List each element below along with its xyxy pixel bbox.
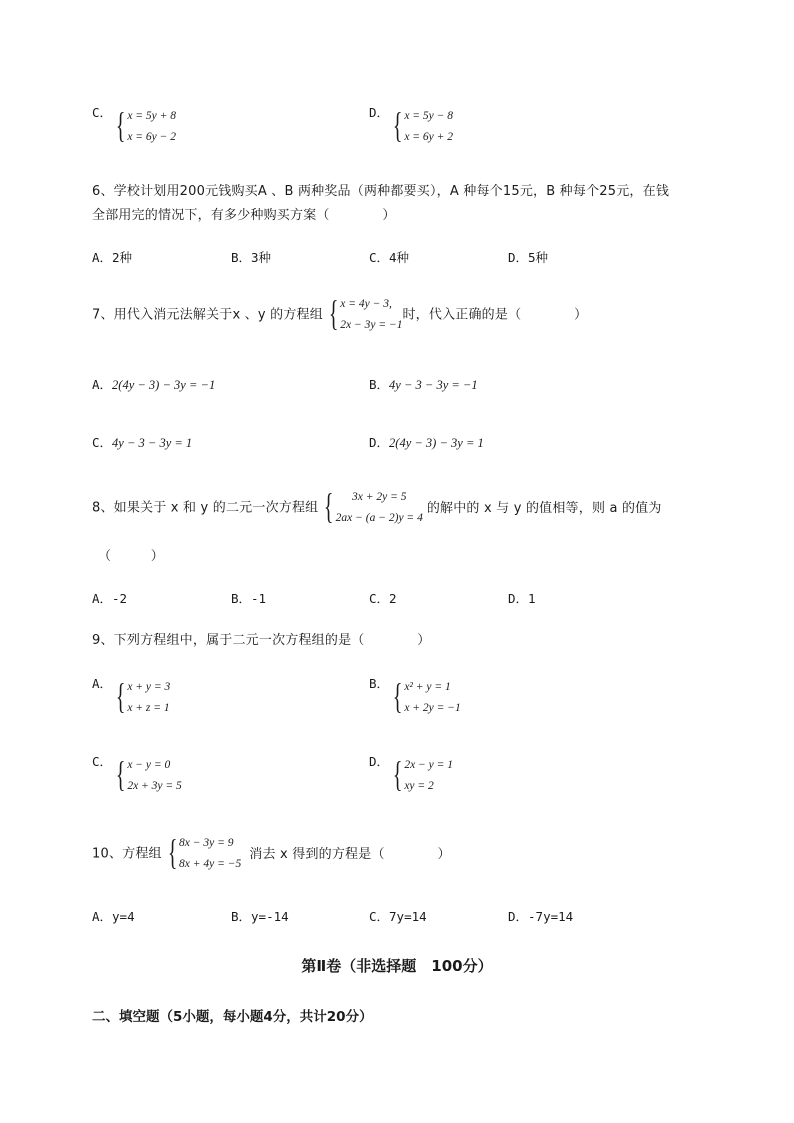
option-label: A． [92, 377, 113, 392]
brace: { [115, 754, 126, 794]
equation-system [112, 677, 170, 719]
option-label: D． [369, 104, 390, 120]
equation-line: x − y = 0 [127, 759, 171, 771]
equation-line: x² + y = 1 [404, 681, 451, 693]
q6-option-c: C．4种 [369, 250, 410, 265]
q6-stem-line2: 全部用完的情况下，有多少种购买方案（ ） [92, 208, 396, 223]
equation-system [320, 487, 422, 529]
q5-option-c [92, 106, 176, 148]
option-label: B． [369, 377, 390, 392]
equation-system [389, 677, 461, 719]
equation-system [389, 106, 453, 148]
q9-option-c [92, 755, 182, 797]
q10-option-d: D．-7y=14 [508, 909, 574, 924]
q8-option-c: C．2 [369, 591, 397, 606]
q10-option-c: C．7y=14 [369, 909, 427, 924]
equation-system [112, 755, 182, 797]
q8-option-b: B．-1 [231, 591, 267, 606]
q7-option-b [369, 375, 478, 393]
q7-option-a [92, 375, 215, 393]
option-label: B． [369, 675, 390, 691]
q9-option-b [369, 677, 461, 719]
brace: { [115, 105, 126, 145]
q9-stem: 9、下列方程组中，属于二元一次方程组的是（ ） [92, 633, 431, 648]
equation-line: 2ax − (a − 2)y = 4 [335, 512, 423, 524]
equation-line: 2x − 3y = −1 [340, 319, 403, 331]
q7-prefix: 7、用代入消元法解关于x 、y 的方程组 [92, 307, 323, 323]
q5-option-d [369, 106, 453, 148]
q9-option-a [92, 677, 170, 719]
equation-line: 2x − y = 1 [404, 759, 454, 771]
brace: { [392, 676, 403, 716]
brace: { [392, 105, 403, 145]
q8-stem [92, 487, 662, 529]
q8-option-d: D．1 [508, 591, 536, 606]
brace: { [392, 754, 403, 794]
section2-title: 二、填空题（5小题，每小题4分，共计20分） [92, 1009, 373, 1025]
q10-option-b: B．y=-14 [231, 909, 289, 924]
option-expression: 4y − 3 − 3y = −1 [389, 378, 478, 392]
equation-line: x = 6y + 2 [404, 131, 454, 143]
equation-line: x + y = 3 [127, 681, 171, 693]
equation-line: x + z = 1 [127, 702, 170, 714]
option-expression: 4y − 3 − 3y = 1 [112, 436, 193, 450]
q10-suffix: 消去 x 得到的方程是（ ） [249, 846, 451, 862]
q10-stem [92, 833, 451, 875]
part2-title: 第Ⅱ卷（非选择题 100分） [301, 957, 493, 975]
q6-option-a: A．2种 [92, 250, 133, 265]
q8-option-a: A．-2 [92, 591, 128, 606]
q7-stem [92, 294, 587, 336]
equation-line: xy = 2 [404, 780, 434, 792]
equation-line: 2x + 3y = 5 [127, 780, 182, 792]
option-expression: 2(4y − 3) − 3y = 1 [389, 436, 484, 450]
equation-system [112, 106, 176, 148]
option-label: D． [369, 435, 390, 450]
q8-prefix: 8、如果关于 x 和 y 的二元一次方程组 [92, 500, 319, 516]
q6-option-d: D．5种 [508, 250, 549, 265]
equation-line: 8x − 3y = 9 [179, 837, 234, 849]
q9-option-d [369, 755, 453, 797]
q8-suffix: 的解中的 x 与 y 的值相等，则 a 的值为 [426, 500, 662, 516]
equation-line: x = 5y + 8 [127, 110, 177, 122]
brace: { [167, 832, 178, 872]
equation-system [164, 833, 242, 875]
brace: { [115, 676, 126, 716]
q7-option-d [369, 433, 484, 451]
option-label: C． [92, 104, 113, 120]
equation-line: x + 2y = −1 [404, 702, 461, 714]
q8-answer-paren: （ ） [98, 549, 165, 564]
equation-line: 8x + 4y = −5 [179, 858, 242, 870]
q10-option-a: A．y=4 [92, 909, 135, 924]
equation-line: x = 4y − 3, [340, 298, 392, 310]
q6-option-b: B．3种 [231, 250, 272, 265]
equation-line: x = 5y − 8 [404, 110, 454, 122]
equation-line: x = 6y − 2 [127, 131, 177, 143]
equation-line: 3x + 2y = 5 [352, 491, 407, 503]
q10-prefix: 10、方程组 [92, 846, 162, 862]
option-label: C． [92, 753, 113, 769]
q7-option-c [92, 433, 192, 451]
equation-system [389, 755, 453, 797]
brace: { [324, 486, 334, 526]
option-expression: 2(4y − 3) − 3y = −1 [112, 378, 216, 392]
brace: { [328, 293, 339, 333]
q6-stem-line1: 6、学校计划用200元钱购买A 、B 两种奖品（两种都要买），A 种每个15元，B 种每个25元，在钱 [92, 184, 670, 199]
option-label: C． [92, 435, 113, 450]
option-label: A． [92, 675, 113, 691]
equation-system [325, 294, 403, 336]
option-label: D． [369, 753, 390, 769]
q7-suffix: 时，代入正确的是（ ） [402, 307, 588, 323]
